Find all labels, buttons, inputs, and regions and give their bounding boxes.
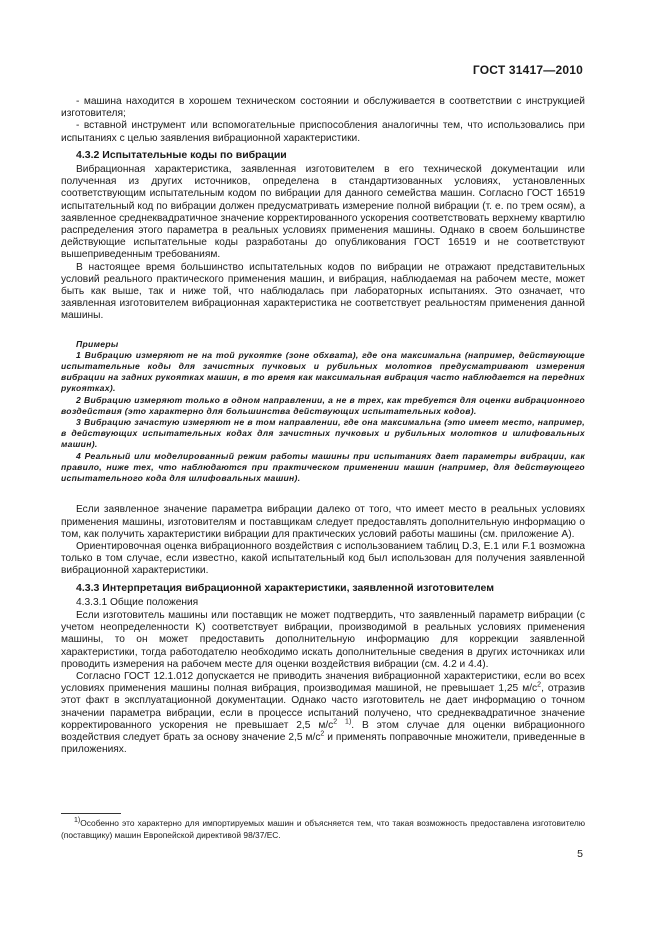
footnote-ref: 1) xyxy=(345,718,352,726)
example-item: 4 Реальный или моделированный режим работы машины при испытаниях дает параметры вибрации, как правило, ниже тех, что наблюдаются при практическом применении машин (например, для действующего испытательного кода для шлифовальных машин). xyxy=(61,450,585,484)
section-heading-4-3-3-1: 4.3.3.1 Общие положения xyxy=(76,596,199,608)
footnote-text: Особенно это характерно для импортируемых машин и объясняется тем, что такая возможность предоставлена изготовителю (поставщику) машин Европейской директивой 98/37/ЕС. xyxy=(61,818,585,840)
section-heading-4-3-3: 4.3.3 Интерпретация вибрационной характеристики, заявленной изготовителем xyxy=(76,581,494,594)
bullet-item: - машина находится в хорошем техническом состоянии и обслуживается в соответствии с инструкцией изготовителя; xyxy=(61,96,585,120)
text-run: и применять поправочные множители, приведенные в приложениях. xyxy=(61,731,585,756)
section-heading-4-3-2: 4.3.2 Испытательные коды по вибрации xyxy=(76,148,287,161)
paragraph: Ориентировочная оценка вибрационного воздействия с использованием таблиц D.3, E.1 или F.1 возможна только в том случае, если известно, какой испытательный код был использован для получения заявленной вибрационной характеристики. xyxy=(61,540,585,577)
footnote-divider xyxy=(61,813,121,814)
example-item: 1 Вибрацию измеряют не на той рукоятке (зоне обхвата), где она максимальна (например, действующие испытательные коды для зачистных пучковых и рубильных молотков предусматривают измерения вибрации на задних рукоятках машин, в то время как максимальная вибрация часто наблюдается на передних рукоятках). xyxy=(61,349,585,394)
paragraph-with-units xyxy=(61,671,585,756)
page-number: 5 xyxy=(577,848,583,860)
paragraph: Вибрационная характеристика, заявленная изготовителем в его технической документации или полученная из других источников, определена в стандартизованных условиях, установленных соответствующим испытательным кодом по вибрации для данного семейства машин. Согласно ГОСТ 16519 испытательный код по вибрации должен предусматривать измерение полной вибрации (т. е. по трем осям), а заявленное среднеквадратичное значение корректированного ускорения соответствовать верхнему квартилю распределения этого параметра в реальных условиях применения машины. Однако в своем большинстве действующие испытательные коды разработаны до опубликования ГОСТ 16519 и не соответствуют вышеприведенным требованиям. xyxy=(61,164,585,261)
footnote-mark: 1) xyxy=(74,817,81,825)
paragraph: Если заявленное значение параметра вибрации далеко от того, что имеет место в реальных условиях применения машины, изготовителям и поставщикам следует предоставлять дополнительную информацию о том, как получить характеристики вибрации для практических условий работы машины (см. приложение А). xyxy=(61,504,585,540)
example-item: 3 Вибрацию зачастую измеряют не в том направлении, где она максимальна (это имеет место, например, в действующих испытательных кодах для зачистных пучковых и рубильных молотков и шлифовальных машин). xyxy=(61,417,585,450)
examples-block xyxy=(61,339,585,485)
main-text xyxy=(61,96,585,756)
document-header: ГОСТ 31417—2010 xyxy=(472,63,583,77)
paragraph: Если изготовитель машины или поставщик не может подтвердить, что заявленный параметр вибрации (с учетом неопределенности K) соответствует вибрации, производимой в реальных условиях применения машины, то он может предоставить дополнительную информацию для коррекции заявленной характеристики, тогда работодателю необходимо искать дополнительные сведения в других источниках или проводить измерения на рабочем месте для оценки воздействия вибрации (см. 4.2 и 4.4). xyxy=(61,609,585,670)
superscript: 2 xyxy=(333,718,338,726)
spacer xyxy=(61,484,585,504)
superscript: 2 xyxy=(320,730,325,738)
text-run: Согласно ГОСТ 12.1.012 допускается не приводить значения вибрационной характеристики, если во всех условиях применения машины полная вибрация, производимая машиной, не превышает 1,25 м/с xyxy=(61,670,585,695)
example-item: 2 Вибрацию измеряют только в одном направлении, а не в трех, как требуется для оценки вибрационного воздействия (это характерно для большинства действующих испытательных кодов). xyxy=(61,394,585,416)
footnote xyxy=(61,817,585,841)
examples-title: Примеры xyxy=(76,338,119,349)
text-run: , отразив этот факт в эксплуатационной документации. Однако часто изготовитель не дает информацию о точном значении параметра вибрации, если в процессе испытаний получено, что среднеквадратичное значение корректированного ускорения не превышает 2,5 м/с xyxy=(61,683,585,731)
superscript: 2 xyxy=(537,681,542,689)
paragraph: В настоящее время большинство испытательных кодов по вибрации не отражают представительных условий реального практического применения машин, и вибрация, наблюдаемая на рабочем месте, может быть как выше, так и ниже той, что наблюдалась при лабораторных испытаниях. Это означает, что заявленная изготовителем вибрационная характеристика не соответствует реальностям применения данной машины. xyxy=(61,261,585,322)
text-run: . В этом случае для оценки вибрационного воздействия следует брать за основу значение 2,5 м/с xyxy=(61,719,585,743)
bullet-item: - вставной инструмент или вспомогательные приспособления аналогичны тем, что использовались при испытаниях с целью заявления вибрационной характеристики. xyxy=(61,120,585,144)
